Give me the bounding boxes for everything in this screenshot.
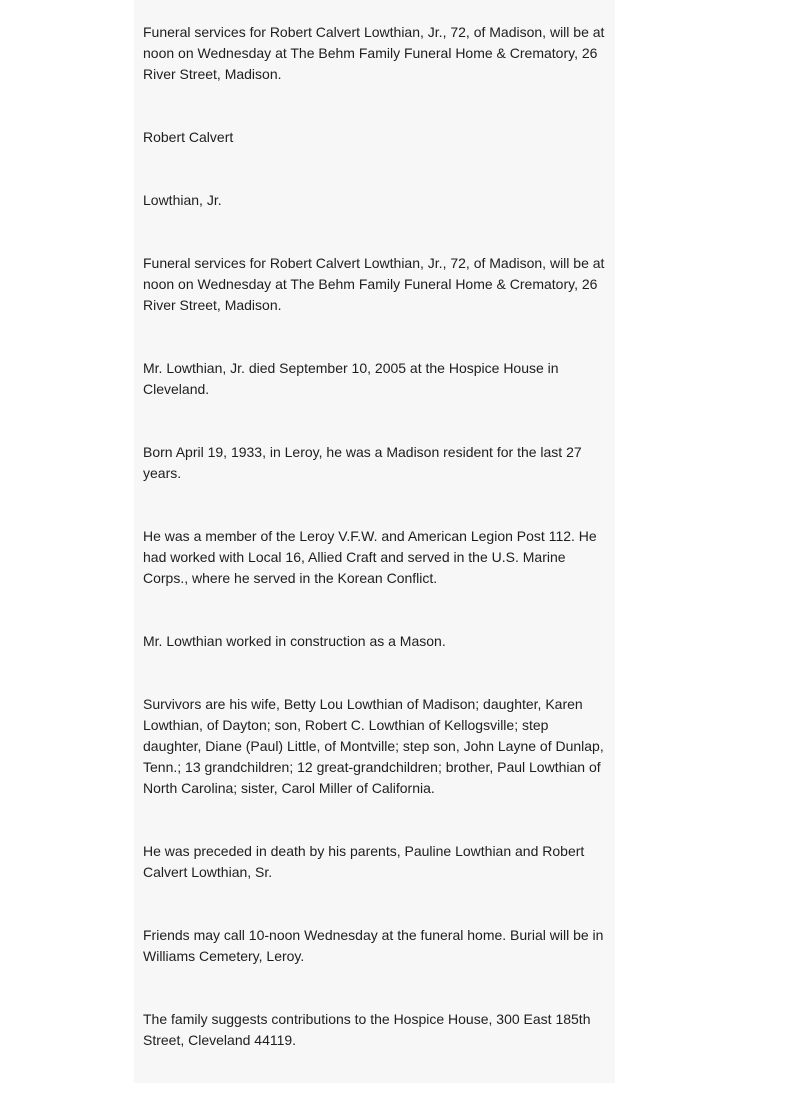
obituary-content bbox=[143, 22, 605, 1093]
paragraph-birth: Born April 19, 1933, in Leroy, he was a Madison resident for the last 27 years. bbox=[143, 444, 582, 481]
paragraph-survivors: Survivors are his wife, Betty Lou Lowthian of Madison; daughter, Karen Lowthian, of Dayton; son, Robert C. Lowthian of Kellogsville; step daughter, Diane (Paul) Little, of Montville; step son, John Layne of Dunlap, Tenn.; 13 grandchildren; 12 great-grandchildren; brother, Paul Lowthian of North Carolina; sister, Carol Miller of California. bbox=[143, 696, 604, 796]
paragraph-name-last: Lowthian, Jr. bbox=[143, 192, 222, 208]
paragraph-name-first: Robert Calvert bbox=[143, 129, 234, 145]
paragraph-preceded: He was preceded in death by his parents, Pauline Lowthian and Robert Calvert Lowthian, Sr. bbox=[143, 843, 585, 880]
paragraph-occupation: Mr. Lowthian worked in construction as a Mason. bbox=[143, 633, 446, 649]
paragraph-death: Mr. Lowthian, Jr. died September 10, 2005 at the Hospice House in Cleveland. bbox=[143, 360, 559, 397]
obituary-column bbox=[134, 0, 615, 1083]
paragraph-contributions: The family suggests contributions to the Hospice House, 300 East 185th Street, Cleveland 44119. bbox=[143, 1011, 591, 1048]
paragraph-funeral-services: Funeral services for Robert Calvert Lowthian, Jr., 72, of Madison, will be at noon on Wednesday at The Behm Family Funeral Home & Crematory, 26 River Street, Madison. bbox=[143, 24, 605, 82]
paragraph-visitation: Friends may call 10-noon Wednesday at the funeral home. Burial will be in Williams Cemetery, Leroy. bbox=[143, 927, 604, 964]
paragraph-memberships: He was a member of the Leroy V.F.W. and American Legion Post 112. He had worked with Local 16, Allied Craft and served in the U.S. Marine Corps., where he served in the Korean Conflict. bbox=[143, 528, 597, 586]
paragraph-funeral-services-repeat: Funeral services for Robert Calvert Lowthian, Jr., 72, of Madison, will be at noon on Wednesday at The Behm Family Funeral Home & Crematory, 26 River Street, Madison. bbox=[143, 255, 605, 313]
